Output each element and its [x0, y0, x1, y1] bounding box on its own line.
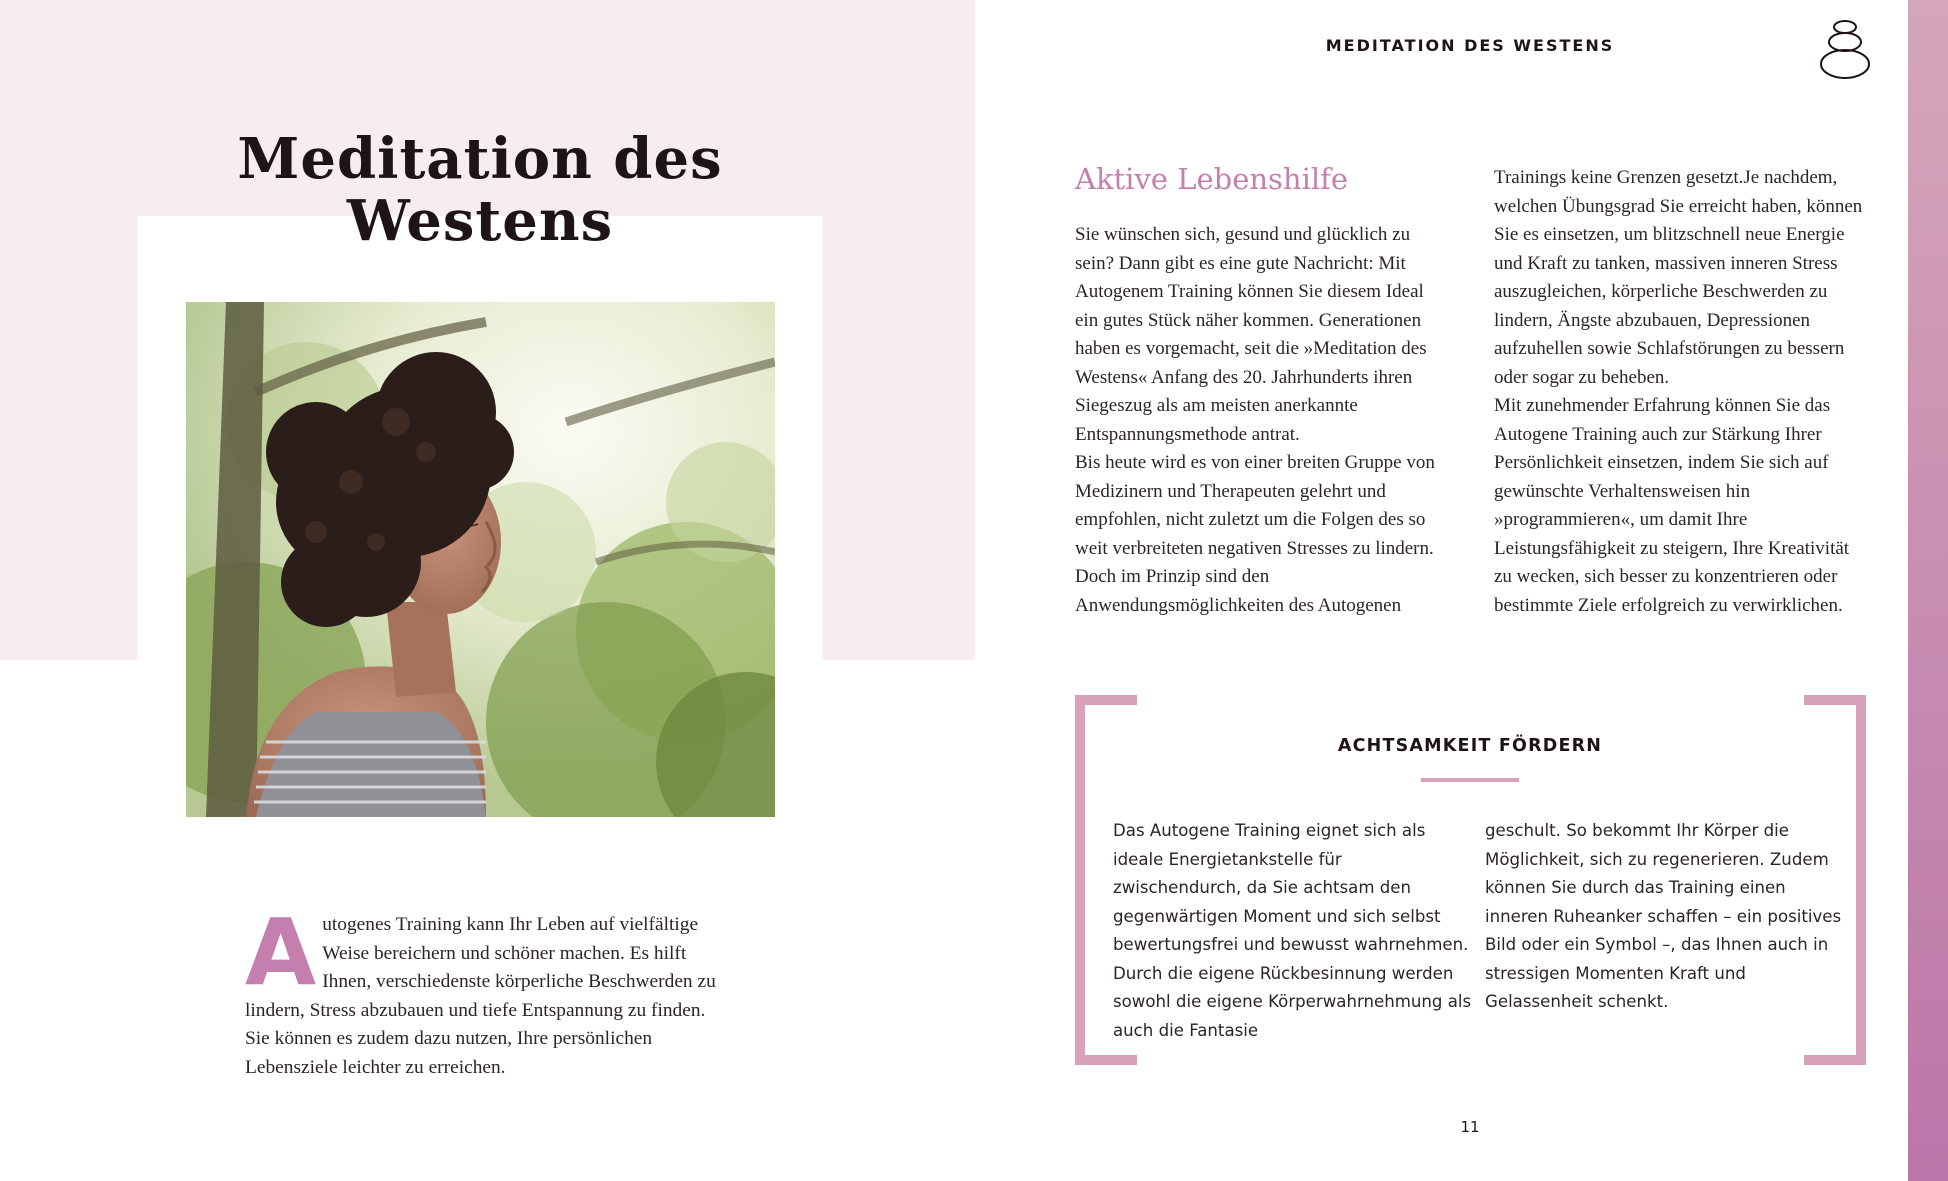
title-line-2: Westens [346, 188, 614, 254]
intro-text: utogenes Training kann Ihr Leben auf vielfältige Weise bereichern und schöner machen. Es hilft Ihnen, verschiedenste körperliche Beschwerden zu lindern, Stress abzubauen und tiefe Entspannung zu finden. Sie können es zudem dazu nutzen, Ihre persönlichen Lebensziele leichter zu erreichen. [245, 914, 716, 1078]
body-paragraph: Mit zunehmender Erfahrung können Sie das Autogene Training auch zur Stärkung Ihrer Persönlichkeit einsetzen, indem Sie sich auf gewünschte Verhaltensweisen hin »programmieren«, um damit Ihre Leistungsfähigkeit zu steigern, Ihre Kreativität zu wecken, sich besser zu konzentrieren oder bestimmte Ziele erfolgreich zu verwirklichen. [1494, 395, 1850, 616]
body-paragraph: Trainings keine Grenzen gesetzt.Je nachdem, welchen Übungsgrad Sie erreicht haben, können Sie es einsetzen, um blitzschnell neue Energie und Kraft zu tanken, massiven inneren Stress auszugleichen, körperliche Beschwerden zu lindern, Ängste abzubauen, Depressionen aufzuhellen sowie Schlafstörungen zu bessern oder sogar zu beheben. [1494, 167, 1863, 388]
body-column-1 [1075, 221, 1445, 620]
page-edge-bar [1908, 0, 1948, 1181]
intro-paragraph [245, 899, 727, 1083]
section-heading: Aktive Lebenshilfe [1075, 162, 1349, 196]
stacked-stones-icon [1818, 20, 1872, 82]
box-title-underline [1421, 778, 1519, 782]
running-head: MEDITATION DES WESTENS [1325, 36, 1615, 55]
box-title: ACHTSAMKEIT FÖRDERN [1337, 736, 1603, 756]
body-paragraph: Sie wünschen sich, gesund und glücklich zu sein? Dann gibt es eine gute Nachricht: Mit Autogenem Training können Sie diesem Ideal ein gutes Stück näher kommen. Generationen haben es vorgemacht, seit die »Meditation des Westens« Anfang des 20. Jahrhunderts ihren Siegeszug als am meisten anerkannte Entspannungsmethode antrat. [1075, 224, 1427, 445]
page-number: 11 [1460, 1118, 1480, 1136]
body-paragraph: Bis heute wird es von einer breiten Gruppe von Medizinern und Therapeuten gelehrt und empfohlen, nicht zuletzt um die Folgen des so weit verbreiteten negativen Stresses zu lindern. Doch im Prinzip sind den Anwendungsmöglichkeiten des Autogenen [1075, 452, 1435, 616]
title-line-1: Meditation des [237, 126, 723, 192]
page-title [160, 128, 800, 252]
woman-meditating-photo [186, 302, 775, 817]
body-column-2 [1494, 164, 1864, 620]
box-column-1: Das Autogene Training eignet sich als ideale Energietankstelle für zwischendurch, da Sie achtsam den gegenwärtigen Moment und sich selbst bewertungsfrei und bewusst wahrnehmen. Durch die eigene Rückbesinnung werden sowohl die eigene Körperwahrnehmung als auch die Fantasie [1113, 821, 1472, 1040]
drop-cap: A [245, 899, 317, 1006]
box-column-2: geschult. So bekommt Ihr Körper die Möglichkeit, sich zu regenerieren. Zudem können Sie durch das Training einen inneren Ruheanker schaffen – ein positives Bild oder ein Symbol –, das Ihnen auch in stressigen Momenten Kraft und Gelassenheit schenkt. [1485, 821, 1842, 1011]
